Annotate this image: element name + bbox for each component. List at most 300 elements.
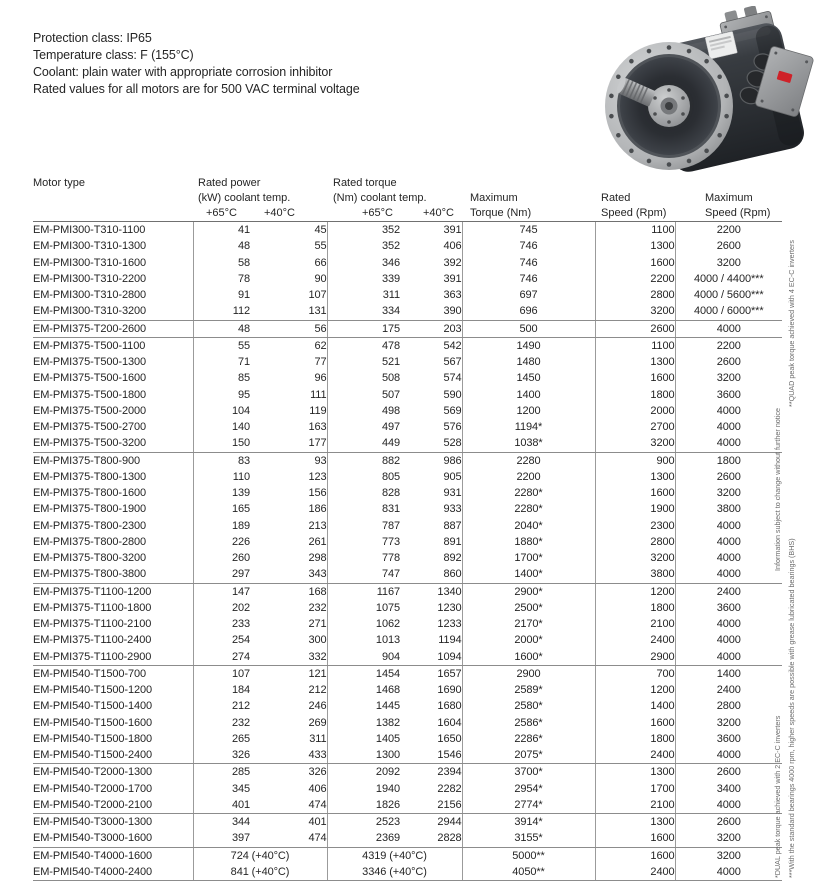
cell-torque-65: 882 xyxy=(327,452,400,469)
cell-torque-40: 892 xyxy=(443,552,462,564)
cell-torque-65: 334 xyxy=(327,303,400,320)
cell-motor-type: EM-PMI540-T4000-2400 xyxy=(33,864,193,881)
cell-power-65: 265 xyxy=(193,731,250,747)
cell-max-torque: 3155* xyxy=(462,830,595,847)
cell-max-speed: 3200 xyxy=(675,255,782,271)
cell-motor-type: EM-PMI375-T200-2600 xyxy=(33,320,193,337)
protection-class-line: Protection class: IP65 xyxy=(33,31,152,45)
cell-torque-40: 1546 xyxy=(400,747,462,764)
cell-max-torque: 3914* xyxy=(462,814,595,831)
cell-rated-speed: 2100 xyxy=(595,616,675,632)
cell-torque-65: 1445 xyxy=(327,698,400,714)
cell-rated-speed: 2300 xyxy=(595,518,675,534)
cell-motor-type: EM-PMI540-T1500-1400 xyxy=(33,700,153,713)
cell-rated-speed: 3800 xyxy=(595,566,675,583)
cell-power-65: 104 xyxy=(193,403,250,419)
cell-torque-65: 1062 xyxy=(327,616,400,632)
cell-max-speed: 2600 xyxy=(675,814,782,831)
cell-rated-speed: 1600 xyxy=(595,847,675,864)
spec-row xyxy=(33,534,782,550)
cell-torque-65: 497 xyxy=(327,419,400,435)
cell-torque-65: 747 xyxy=(327,566,400,583)
cell-motor-type: EM-PMI375-T1100-2100 xyxy=(33,618,152,630)
note-dual-torque: *DUAL peak torque achieved with 2 EC-C inverters xyxy=(773,715,782,878)
cell-torque-65: 805 xyxy=(327,469,400,485)
cell-power-40: 111 xyxy=(310,388,327,401)
spec-row xyxy=(33,303,782,320)
cell-motor-type: EM-PMI375-T500-1100 xyxy=(33,339,146,352)
cell-torque-65: 1468 xyxy=(327,682,400,698)
cell-torque-65: 346 xyxy=(327,255,400,271)
cell-rated-speed: 1300 xyxy=(595,354,675,370)
spec-row xyxy=(33,469,782,485)
cell-rated-speed: 1700 xyxy=(595,781,675,797)
cell-torque-40: 574 xyxy=(443,372,462,385)
header-max-torque: Maximum Torque (Nm) xyxy=(462,176,595,222)
cell-power-40: 474 xyxy=(250,797,327,814)
cell-motor-type: EM-PMI540-T1500-1800 xyxy=(33,732,153,745)
spec-row xyxy=(33,632,782,648)
cell-max-torque: 1400* xyxy=(462,566,595,583)
cell-torque-40: 891 xyxy=(443,535,462,548)
cell-torque-40: 1094 xyxy=(400,649,462,666)
cell-rated-speed: 3200 xyxy=(595,550,675,566)
cell-power-span: 841 (+40°C) xyxy=(193,864,327,881)
cell-rated-speed: 2800 xyxy=(595,534,675,550)
cell-rated-speed: 1300 xyxy=(595,764,675,781)
cell-torque-65: 1826 xyxy=(327,797,400,814)
header-torque-65: +65°C xyxy=(361,207,393,219)
cell-torque-40: 986 xyxy=(443,454,462,467)
cell-max-speed: 2400 xyxy=(675,682,782,698)
cell-max-torque: 2954* xyxy=(462,781,595,797)
cell-max-speed: 2600 xyxy=(675,238,782,254)
cell-torque-65: 2369 xyxy=(327,830,400,847)
cell-motor-type: EM-PMI375-T1100-2900 xyxy=(33,649,193,666)
cell-rated-speed: 900 xyxy=(595,452,675,469)
cell-torque-65: 1075 xyxy=(327,600,400,616)
cell-motor-type: EM-PMI375-T800-900 xyxy=(33,454,141,467)
cell-max-torque: 2286* xyxy=(462,731,595,747)
cell-power-40: 66 xyxy=(314,256,327,269)
cell-motor-type: EM-PMI375-T800-1300 xyxy=(33,470,147,483)
cell-max-speed: 4000 xyxy=(675,550,782,566)
cell-power-40: 123 xyxy=(308,470,327,483)
spec-row xyxy=(33,387,782,403)
cell-torque-40: 2282 xyxy=(437,782,462,795)
cell-power-65: 189 xyxy=(193,518,250,534)
cell-rated-speed: 1600 xyxy=(595,485,675,501)
cell-max-speed: 4000 xyxy=(675,649,782,666)
cell-max-torque: 5000** xyxy=(462,847,595,864)
header-power-65: +65°C xyxy=(205,207,237,219)
cell-max-speed: 3200 xyxy=(675,485,782,501)
cell-torque-40: 391 xyxy=(443,224,462,236)
cell-torque-65: 1454 xyxy=(327,665,400,682)
cell-max-torque: 2040* xyxy=(462,518,595,534)
cell-torque-65: 787 xyxy=(327,518,400,534)
cell-torque-65: 352 xyxy=(327,222,400,239)
cell-torque-40: 1650 xyxy=(437,732,462,745)
spec-row xyxy=(33,320,782,337)
cell-max-speed: 4000 xyxy=(675,320,782,337)
header-power-40: +40°C xyxy=(263,207,295,219)
spec-row xyxy=(33,271,782,287)
cell-torque-65: 311 xyxy=(327,287,400,303)
spec-summary xyxy=(33,30,360,98)
cell-power-65: 345 xyxy=(193,781,250,797)
side-note-outer xyxy=(786,240,797,878)
table-header-row xyxy=(33,176,782,222)
cell-power-40: 90 xyxy=(314,272,327,285)
spec-row xyxy=(33,847,782,864)
spec-row xyxy=(33,370,782,386)
spec-row xyxy=(33,731,782,747)
cell-motor-type: EM-PMI540-T2000-1700 xyxy=(33,782,153,795)
cell-power-65: 254 xyxy=(193,632,250,648)
spec-row xyxy=(33,665,782,682)
cell-power-65: 147 xyxy=(193,583,250,600)
cell-max-speed: 2600 xyxy=(675,764,782,781)
cell-power-65: 232 xyxy=(193,715,250,731)
spec-row xyxy=(33,452,782,469)
cell-motor-type: EM-PMI375-T500-1800 xyxy=(33,388,147,401)
cell-torque-40: 2156 xyxy=(400,797,462,814)
cell-torque-40: 1340 xyxy=(437,585,462,598)
cell-max-torque: 2589* xyxy=(462,682,595,698)
cell-max-speed: 4000 xyxy=(675,435,782,452)
cell-power-65: 212 xyxy=(193,698,250,714)
cell-max-torque: 2075* xyxy=(462,747,595,764)
cell-rated-speed: 1300 xyxy=(595,238,675,254)
cell-rated-speed: 2400 xyxy=(595,632,675,648)
cell-rated-speed: 2200 xyxy=(595,271,675,287)
cell-power-65: 107 xyxy=(193,665,250,682)
cell-max-speed: 4000 xyxy=(675,797,782,814)
cell-motor-type: EM-PMI300-T310-1300 xyxy=(33,240,147,253)
cell-rated-speed: 1800 xyxy=(595,731,675,747)
spec-row xyxy=(33,550,782,566)
cell-torque-65: 449 xyxy=(327,435,400,452)
spec-table-body xyxy=(33,222,782,881)
cell-torque-40: 1604 xyxy=(437,716,462,729)
cell-torque-65: 1013 xyxy=(327,632,400,648)
cell-max-speed: 3600 xyxy=(675,387,782,403)
cell-motor-type: EM-PMI540-T2000-1300 xyxy=(33,766,153,779)
cell-motor-type: EM-PMI375-T500-2000 xyxy=(33,404,147,417)
spec-row xyxy=(33,566,782,583)
cell-max-torque: 2774* xyxy=(462,797,595,814)
spec-row xyxy=(33,518,782,534)
cell-power-40: 433 xyxy=(250,747,327,764)
cell-rated-speed: 1300 xyxy=(595,469,675,485)
cell-max-torque: 1600* xyxy=(462,649,595,666)
cell-torque-65: 2092 xyxy=(327,764,400,781)
cell-power-65: 48 xyxy=(193,320,250,337)
cell-power-40: 213 xyxy=(308,519,327,532)
cell-max-torque: 1450 xyxy=(462,370,595,386)
spec-row xyxy=(33,781,782,797)
cell-torque-40: 887 xyxy=(443,519,462,532)
cell-max-speed: 1400 xyxy=(675,665,782,682)
cell-torque-40: 1690 xyxy=(437,684,462,696)
cell-max-speed: 4000 xyxy=(675,747,782,764)
cell-max-torque: 746 xyxy=(462,238,595,254)
cell-power-40: 186 xyxy=(308,503,327,516)
cell-torque-40: 528 xyxy=(400,435,462,452)
spec-row xyxy=(33,764,782,781)
spec-row xyxy=(33,287,782,303)
cell-torque-40: 567 xyxy=(443,356,462,368)
cell-rated-speed: 2100 xyxy=(595,797,675,814)
cell-motor-type: EM-PMI540-T2000-2100 xyxy=(33,797,193,814)
cell-power-65: 91 xyxy=(193,287,250,303)
spec-row xyxy=(33,435,782,452)
cell-motor-type: EM-PMI375-T500-1600 xyxy=(33,372,147,385)
cell-max-torque: 2900* xyxy=(462,583,595,600)
cell-motor-type: EM-PMI300-T310-1600 xyxy=(33,256,147,269)
spec-row xyxy=(33,715,782,731)
cell-torque-40: 390 xyxy=(400,303,462,320)
cell-max-speed: 3200 xyxy=(675,715,782,731)
cell-rated-speed: 1600 xyxy=(595,715,675,731)
cell-torque-65: 2523 xyxy=(327,814,400,831)
cell-torque-65: 507 xyxy=(327,387,400,403)
cell-torque-40: 590 xyxy=(443,388,462,401)
cell-motor-type: EM-PMI300-T310-2200 xyxy=(33,272,147,285)
cell-torque-65: 904 xyxy=(327,649,400,666)
cell-max-torque: 697 xyxy=(462,287,595,303)
cell-rated-speed: 1100 xyxy=(595,222,675,239)
spec-row xyxy=(33,649,782,666)
cell-motor-type: EM-PMI375-T500-1300 xyxy=(33,356,147,368)
cell-max-speed: 4000 xyxy=(675,864,782,881)
note-info-subject: Information subject to change without further notice xyxy=(773,408,782,572)
note-standard-bearings: ***With the standard bearings 4000 rpm, higher speeds are possible with grease lubricated bearings (BHS) xyxy=(787,538,796,878)
cell-power-65: 95 xyxy=(193,387,250,403)
cell-motor-type: EM-PMI375-T1100-1800 xyxy=(33,601,152,614)
cell-max-torque: 1400 xyxy=(462,387,595,403)
cell-power-40: 332 xyxy=(250,649,327,666)
cell-power-40: 246 xyxy=(308,700,327,713)
cell-max-torque: 1480 xyxy=(462,354,595,370)
cell-rated-speed: 2400 xyxy=(595,864,675,881)
cell-max-speed: 4000 xyxy=(675,534,782,550)
cell-torque-65: 508 xyxy=(327,370,400,386)
cell-max-speed: 4000 xyxy=(675,632,782,648)
cell-power-40: 212 xyxy=(308,684,327,696)
cell-rated-speed: 1200 xyxy=(595,583,675,600)
cell-torque-65: 339 xyxy=(327,271,400,287)
cell-motor-type: EM-PMI540-T3000-1600 xyxy=(33,830,193,847)
rated-values-line: Rated values for all motors are for 500 VAC terminal voltage xyxy=(33,82,360,96)
cell-max-torque: 2586* xyxy=(462,715,595,731)
cell-power-40: 474 xyxy=(250,830,327,847)
spec-row xyxy=(33,864,782,881)
cell-max-speed: 2200 xyxy=(675,337,782,354)
header-rated-speed: Rated Speed (Rpm) xyxy=(595,176,675,222)
cell-motor-type: EM-PMI540-T3000-1300 xyxy=(33,816,153,828)
cell-rated-speed: 1100 xyxy=(595,337,675,354)
cell-power-span: 724 (+40°C) xyxy=(193,847,327,864)
spec-row xyxy=(33,814,782,831)
cell-torque-65: 778 xyxy=(327,550,400,566)
cell-motor-type: EM-PMI300-T310-2800 xyxy=(33,289,147,301)
motor-face xyxy=(605,42,733,170)
cell-rated-speed: 1400 xyxy=(595,698,675,714)
cell-torque-40: 406 xyxy=(443,240,462,253)
cell-rated-speed: 1800 xyxy=(595,600,675,616)
cell-power-65: 226 xyxy=(193,534,250,550)
cell-motor-type: EM-PMI540-T1500-700 xyxy=(33,667,147,680)
header-rated-torque: Rated torque (Nm) coolant temp. +65°C +40°C xyxy=(327,176,462,222)
cell-power-65: 184 xyxy=(193,682,250,698)
cell-max-torque: 1490 xyxy=(462,337,595,354)
cell-max-speed: 4000 / 4400*** xyxy=(675,271,782,287)
cell-max-speed: 3200 xyxy=(675,847,782,864)
cell-max-speed: 3800 xyxy=(675,501,782,517)
cell-max-torque: 2280 xyxy=(462,452,595,469)
cell-torque-40: 576 xyxy=(443,421,462,433)
cell-power-65: 285 xyxy=(193,764,250,781)
cell-torque-65: 1940 xyxy=(327,781,400,797)
cell-rated-speed: 2900 xyxy=(595,649,675,666)
cell-power-65: 397 xyxy=(193,830,250,847)
cell-power-40: 298 xyxy=(308,552,327,564)
cell-power-65: 58 xyxy=(193,255,250,271)
cell-max-torque: 745 xyxy=(462,222,595,239)
cell-max-speed: 2200 xyxy=(675,222,782,239)
cell-torque-65: 1405 xyxy=(327,731,400,747)
cell-power-40: 121 xyxy=(308,667,327,680)
cell-torque-40: 1194 xyxy=(438,634,462,647)
cell-max-speed: 3200 xyxy=(675,830,782,847)
spec-row xyxy=(33,354,782,370)
spec-row xyxy=(33,501,782,517)
cell-max-torque: 1880* xyxy=(462,534,595,550)
cell-power-65: 260 xyxy=(193,550,250,566)
cell-rated-speed: 2000 xyxy=(595,403,675,419)
spec-row xyxy=(33,403,782,419)
cell-torque-40: 2944 xyxy=(437,816,462,828)
cell-torque-40: 1230 xyxy=(437,601,462,614)
cell-power-65: 401 xyxy=(193,797,250,814)
cell-power-40: 119 xyxy=(309,404,327,417)
spec-row xyxy=(33,337,782,354)
cell-torque-40: 2828 xyxy=(400,830,462,847)
cell-rated-speed: 2400 xyxy=(595,747,675,764)
cell-max-speed: 2800 xyxy=(675,698,782,714)
cell-torque-40: 933 xyxy=(443,503,462,516)
cell-power-40: 401 xyxy=(308,816,327,828)
cell-torque-65: 498 xyxy=(327,403,400,419)
cell-motor-type: EM-PMI540-T1500-2400 xyxy=(33,747,193,764)
cell-rated-speed: 3200 xyxy=(595,303,675,320)
cell-rated-speed: 1800 xyxy=(595,387,675,403)
cell-max-torque: 2900 xyxy=(462,665,595,682)
cell-power-40: 300 xyxy=(308,634,327,647)
cell-power-40: 177 xyxy=(250,435,327,452)
cell-power-65: 41 xyxy=(193,222,250,239)
cell-max-torque: 2200 xyxy=(462,469,595,485)
cell-max-torque: 1038* xyxy=(462,435,595,452)
cell-power-40: 261 xyxy=(308,535,327,548)
spec-row xyxy=(33,485,782,501)
cell-power-40: 343 xyxy=(250,566,327,583)
cell-max-speed: 4000 xyxy=(675,518,782,534)
cell-power-40: 55 xyxy=(314,240,327,253)
side-note-inner xyxy=(772,408,783,878)
cell-max-torque: 4050** xyxy=(462,864,595,881)
cell-power-65: 139 xyxy=(193,485,250,501)
cell-max-torque: 746 xyxy=(462,255,595,271)
cell-max-speed: 1800 xyxy=(675,452,782,469)
cell-max-speed: 3400 xyxy=(675,781,782,797)
cell-max-torque: 500 xyxy=(462,320,595,337)
cell-torque-65: 773 xyxy=(327,534,400,550)
temperature-class-line: Temperature class: F (155°C) xyxy=(33,48,194,62)
cell-torque-65: 521 xyxy=(327,354,400,370)
cell-power-40: 232 xyxy=(308,601,327,614)
header-motor-type: Motor type xyxy=(33,176,193,222)
cell-motor-type: EM-PMI300-T310-1100 xyxy=(33,224,146,236)
cell-max-torque: 2280* xyxy=(462,485,595,501)
cell-torque-40: 1657 xyxy=(437,667,462,680)
cell-torque-65: 352 xyxy=(327,238,400,254)
cell-max-speed: 4000 / 5600*** xyxy=(675,287,782,303)
cell-max-speed: 4000 xyxy=(675,566,782,583)
spec-row xyxy=(33,583,782,600)
cell-torque-40: 569 xyxy=(443,404,462,417)
cell-motor-type: EM-PMI375-T800-2800 xyxy=(33,535,147,548)
cell-power-65: 165 xyxy=(193,501,250,517)
spec-table xyxy=(33,176,782,881)
cell-motor-type: EM-PMI540-T1500-1600 xyxy=(33,716,153,729)
cell-rated-speed: 2800 xyxy=(595,287,675,303)
cell-max-speed: 4000 xyxy=(675,403,782,419)
header-rated-power: Rated power (kW) coolant temp. +65°C +40°C xyxy=(193,176,327,222)
cell-torque-65: 1167 xyxy=(327,583,400,600)
cell-torque-span: 4319 (+40°C) xyxy=(327,847,462,864)
cell-motor-type: EM-PMI375-T800-1600 xyxy=(33,487,147,499)
cell-rated-speed: 1300 xyxy=(595,814,675,831)
cell-power-65: 112 xyxy=(193,303,250,320)
cell-torque-65: 175 xyxy=(327,320,400,337)
cell-power-40: 96 xyxy=(314,372,327,385)
header-torque-40: +40°C xyxy=(422,207,454,219)
cell-power-40: 163 xyxy=(308,421,327,433)
cell-power-65: 326 xyxy=(193,747,250,764)
cell-power-40: 107 xyxy=(308,289,327,301)
cell-power-65: 55 xyxy=(193,337,250,354)
cell-motor-type: EM-PMI540-T4000-1600 xyxy=(33,849,153,862)
cell-rated-speed: 2600 xyxy=(595,320,675,337)
cell-power-65: 48 xyxy=(193,238,250,254)
cell-power-65: 297 xyxy=(193,566,250,583)
cell-rated-speed: 1600 xyxy=(595,370,675,386)
cell-motor-type: EM-PMI375-T500-3200 xyxy=(33,435,193,452)
spec-row xyxy=(33,747,782,764)
cell-power-40: 56 xyxy=(250,320,327,337)
motor-product-photo xyxy=(597,6,827,174)
cell-max-speed: 4000 / 6000*** xyxy=(675,303,782,320)
cell-power-65: 150 xyxy=(193,435,250,452)
cell-power-65: 202 xyxy=(193,600,250,616)
cell-torque-40: 363 xyxy=(443,289,462,301)
spec-row xyxy=(33,238,782,254)
cell-power-40: 326 xyxy=(308,766,327,779)
cell-max-speed: 3600 xyxy=(675,600,782,616)
